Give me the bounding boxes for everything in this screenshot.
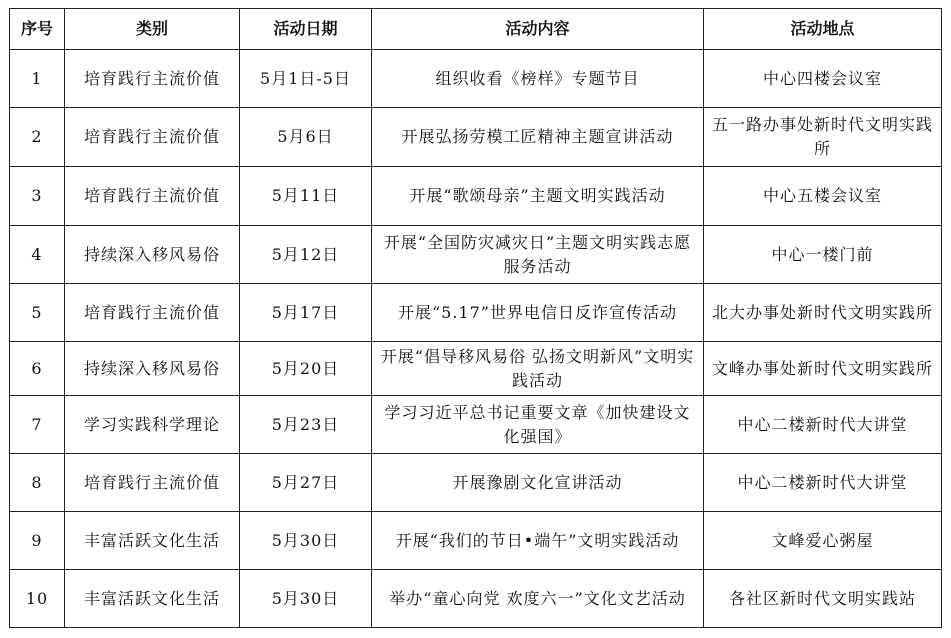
table-row xyxy=(10,284,942,342)
cell-category: 培育践行主流价值 xyxy=(65,284,240,342)
cell-location: 中心五楼会议室 xyxy=(704,167,942,226)
table-row xyxy=(10,108,942,167)
cell-content: 举办“童心向党 欢度六一”文化文艺活动 xyxy=(372,570,704,628)
cell-content: 学习习近平总书记重要文章《加快建设文化强国》 xyxy=(372,396,704,454)
cell-category: 持续深入移风易俗 xyxy=(65,342,240,396)
cell-location: 中心四楼会议室 xyxy=(704,50,942,108)
cell-category: 丰富活跃文化生活 xyxy=(65,570,240,628)
header-content: 活动内容 xyxy=(372,9,704,50)
cell-content: 开展豫剧文化宣讲活动 xyxy=(372,454,704,512)
cell-no: 10 xyxy=(10,570,65,628)
cell-category: 培育践行主流价值 xyxy=(65,454,240,512)
table-row xyxy=(10,50,942,108)
cell-location: 中心二楼新时代大讲堂 xyxy=(704,454,942,512)
cell-content: 开展“倡导移风易俗 弘扬文明新风”文明实践活动 xyxy=(372,342,704,396)
header-category: 类别 xyxy=(65,9,240,50)
cell-no: 9 xyxy=(10,512,65,570)
table-row xyxy=(10,454,942,512)
cell-no: 7 xyxy=(10,396,65,454)
cell-location: 文峰办事处新时代文明实践所 xyxy=(704,342,942,396)
cell-no: 3 xyxy=(10,167,65,226)
cell-no: 5 xyxy=(10,284,65,342)
cell-no: 1 xyxy=(10,50,65,108)
cell-date: 5月11日 xyxy=(240,167,372,226)
table-row xyxy=(10,342,942,396)
cell-date: 5月17日 xyxy=(240,284,372,342)
table-row xyxy=(10,167,942,226)
header-no: 序号 xyxy=(10,9,65,50)
cell-no: 8 xyxy=(10,454,65,512)
cell-date: 5月6日 xyxy=(240,108,372,167)
cell-location: 中心二楼新时代大讲堂 xyxy=(704,396,942,454)
cell-location: 文峰爱心粥屋 xyxy=(704,512,942,570)
header-location: 活动地点 xyxy=(704,9,942,50)
cell-category: 持续深入移风易俗 xyxy=(65,226,240,284)
table-row xyxy=(10,570,942,628)
cell-category: 丰富活跃文化生活 xyxy=(65,512,240,570)
activity-table-wrapper xyxy=(9,8,942,628)
cell-location: 各社区新时代文明实践站 xyxy=(704,570,942,628)
cell-location: 五一路办事处新时代文明实践所 xyxy=(704,108,942,167)
cell-content: 开展“5.17”世界电信日反诈宣传活动 xyxy=(372,284,704,342)
cell-content: 开展弘扬劳模工匠精神主题宣讲活动 xyxy=(372,108,704,167)
header-date: 活动日期 xyxy=(240,9,372,50)
cell-date: 5月27日 xyxy=(240,454,372,512)
cell-date: 5月12日 xyxy=(240,226,372,284)
cell-date: 5月1日-5日 xyxy=(240,50,372,108)
cell-category: 培育践行主流价值 xyxy=(65,108,240,167)
cell-no: 2 xyxy=(10,108,65,167)
cell-content: 组织收看《榜样》专题节目 xyxy=(372,50,704,108)
table-row xyxy=(10,226,942,284)
cell-category: 培育践行主流价值 xyxy=(65,167,240,226)
cell-location: 北大办事处新时代文明实践所 xyxy=(704,284,942,342)
cell-date: 5月20日 xyxy=(240,342,372,396)
cell-location: 中心一楼门前 xyxy=(704,226,942,284)
cell-no: 6 xyxy=(10,342,65,396)
cell-no: 4 xyxy=(10,226,65,284)
cell-category: 学习实践科学理论 xyxy=(65,396,240,454)
table-header-row xyxy=(10,9,942,50)
table-row xyxy=(10,512,942,570)
cell-date: 5月30日 xyxy=(240,570,372,628)
cell-category: 培育践行主流价值 xyxy=(65,50,240,108)
cell-content: 开展“我们的节日•端午”文明实践活动 xyxy=(372,512,704,570)
activity-schedule-table xyxy=(9,8,942,628)
cell-content: 开展“歌颂母亲”主题文明实践活动 xyxy=(372,167,704,226)
cell-date: 5月23日 xyxy=(240,396,372,454)
table-row xyxy=(10,396,942,454)
cell-content: 开展“全国防灾减灾日”主题文明实践志愿服务活动 xyxy=(372,226,704,284)
cell-date: 5月30日 xyxy=(240,512,372,570)
